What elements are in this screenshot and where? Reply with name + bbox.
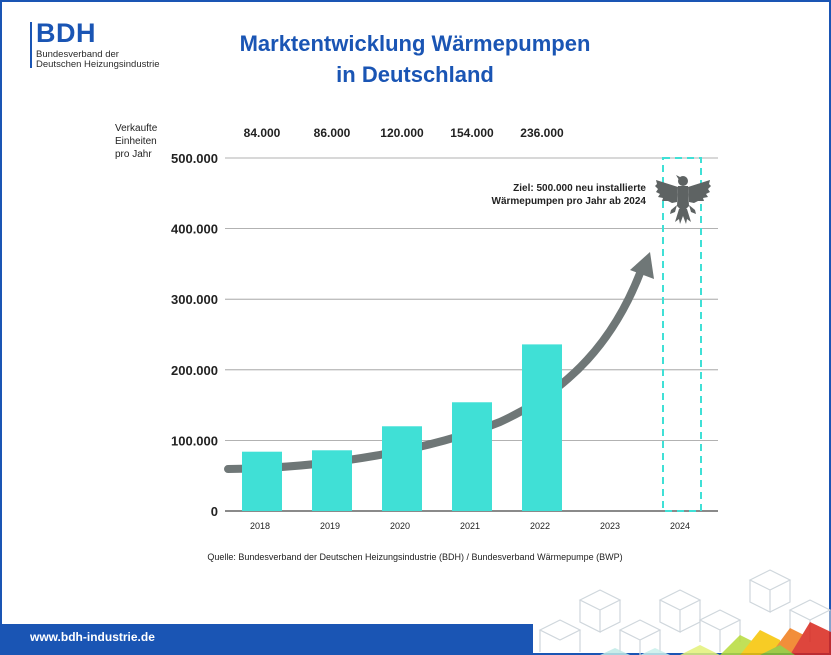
bar (452, 402, 492, 511)
value-label: 236.000 (520, 126, 564, 140)
x-tick-label: 2018 (249, 521, 271, 531)
x-tick-label: 2024 (669, 521, 691, 531)
y-tick-label: 0 (210, 504, 218, 519)
value-label: 86.000 (313, 126, 351, 140)
y-tick-label: 300.000 (171, 292, 218, 308)
bar (242, 452, 282, 511)
x-tick-label: 2023 (599, 521, 621, 531)
y-tick-label: 500.000 (171, 151, 218, 166)
bar (382, 426, 422, 511)
x-tick-label: 2020 (389, 521, 411, 531)
federal-eagle-icon (654, 172, 712, 226)
trend-arrow-shaft (228, 268, 642, 469)
target-label-line-2: Wärmepumpen pro Jahr ab 2024 (491, 196, 646, 207)
value-label: 154.000 (450, 126, 494, 140)
bar (522, 344, 562, 511)
logo-line-2: Deutschen Heizungsindustrie (36, 59, 160, 70)
chart-title-line-1: Marktentwicklung Wärmepumpen (239, 31, 591, 56)
y-axis-label-line-2: Einheiten (115, 136, 157, 147)
y-tick-label: 200.000 (171, 362, 218, 378)
source-note: Quelle: Bundesverband der Deutschen Heizungsindustrie (BDH) / Bundesverband Wärmepumpe (BWP) (207, 552, 623, 562)
logo-line-1: Bundesverband der (36, 49, 119, 60)
bar (312, 450, 352, 511)
x-tick-label: 2021 (459, 521, 481, 531)
y-axis-label-line-3: pro Jahr (115, 149, 152, 160)
chart-title-line-2: in Deutschland (336, 62, 494, 87)
value-label: 84.000 (243, 126, 281, 140)
decorative-cubes-graphic (520, 560, 831, 655)
y-tick-label: 400.000 (171, 221, 218, 237)
value-label: 120.000 (380, 126, 424, 140)
target-label-line-1: Ziel: 500.000 neu installierte (513, 183, 646, 194)
x-tick-label: 2019 (319, 521, 341, 531)
logo-mark: BDH (36, 18, 96, 48)
y-axis-label-line-1: Verkaufte (115, 123, 158, 134)
x-tick-label: 2022 (529, 521, 551, 531)
footer-url: www.bdh-industrie.de (30, 630, 155, 644)
y-tick-label: 100.000 (171, 433, 218, 449)
